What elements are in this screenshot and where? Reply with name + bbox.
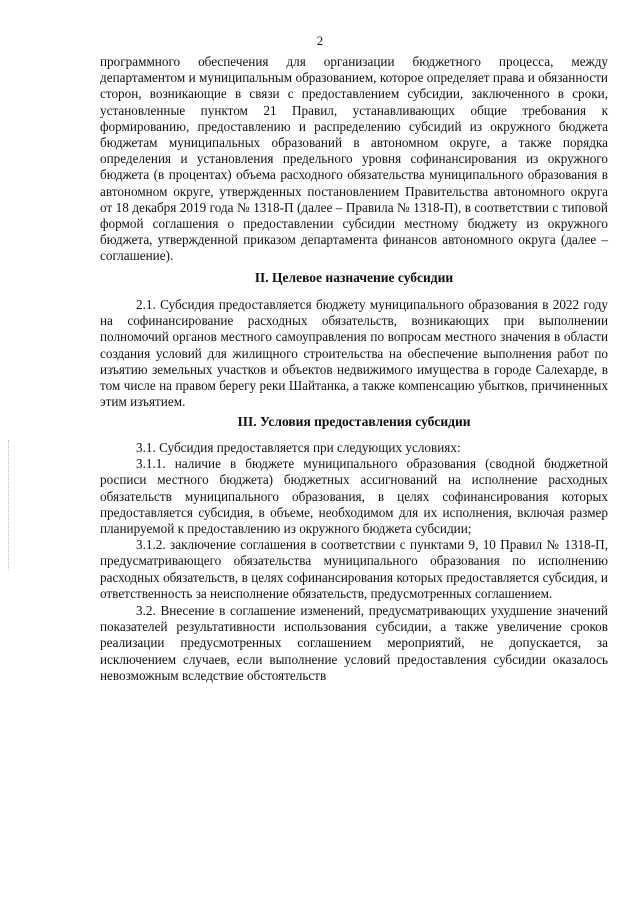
paragraph-3-1-2: 3.1.2. заключение соглашения в соответствии с пунктами 9, 10 Правил № 1318-П, предусматривающего обязательства муниципального образования по исполнению расходных обязательств, в целях софинансирования которых предоставляется субсидия, и ответственность за неисполнение обязательств, предусмотренных соглашением. — [100, 537, 608, 601]
intro-paragraph: программного обеспечения для организации бюджетного процесса, между департаментом и муниципальным образованием, которое определяет права и обязанности сторон, возникающие в связи с предоставлением субсидии, заключенного в сроки, установленные пунктом 21 Правил, устанавливающих общие требования к формированию, предоставлению и распределению субсидий из окружного бюджета бюджетам муниципальных образований в автономном округе, а также порядка определения и установления предельного уровня софинансирования из окружного бюджета (в процентах) объема расходного обязательства муниципального образования в автономном округе, утвержденных постановлением Правительства автономного округа от 18 декабря 2019 года № 1318-П (далее – Правила № 1318-П), в соответствии с типовой формой соглашения о предоставлении субсидии местному бюджету из окружного бюджета, утвержденной приказом департамента финансов автономного округа (далее – соглашение). — [100, 54, 608, 264]
page-number: 2 — [316, 33, 324, 48]
scan-margin-marks — [8, 440, 11, 570]
section-2-heading: II. Целевое назначение субсидии — [254, 270, 454, 285]
paragraph-3-2: 3.2. Внесение в соглашение изменений, предусматривающих ухудшение значений показателей результативности использования субсидии, а также увеличение сроков реализации предусмотренных соглашением мероприятий, не допускается, за исключением случаев, если выполнение условий предоставления субсидии оказалось невозможным вследствие обстоятельств — [100, 603, 608, 683]
paragraph-2-1: 2.1. Субсидия предоставляется бюджету муниципального образования в 2022 году на софинансирование расходных обязательств, возникающих при выполнении полномочий органов местного самоуправления по вопросам местного значения в области создания условий для жилищного строительства на обеспечение выполнения работ по изъятию земельных участков и объектов недвижимого имущества в городе Салехарде, в том числе на правом берегу реки Шайтанка, а также компенсацию убытков, причиненных этим изъятием. — [100, 297, 608, 410]
section-2-body — [100, 297, 608, 410]
intro-block — [100, 54, 608, 265]
section-3-heading: III. Условия предоставления субсидии — [237, 414, 471, 429]
section-3-body — [100, 440, 608, 684]
paragraph-3-1: 3.1. Субсидия предоставляется при следующих условиях: — [136, 440, 461, 455]
paragraph-3-1-1: 3.1.1. наличие в бюджете муниципального образования (сводной бюджетной росписи местного бюджета) бюджетных ассигнований на исполнение расходных обязательств муниципального образования, в целях софинансирования которых предоставляется субсидия, в объеме, необходимом для их исполнения, включая размер планируемой к предоставлению из окружного бюджета субсидии; — [100, 456, 608, 537]
